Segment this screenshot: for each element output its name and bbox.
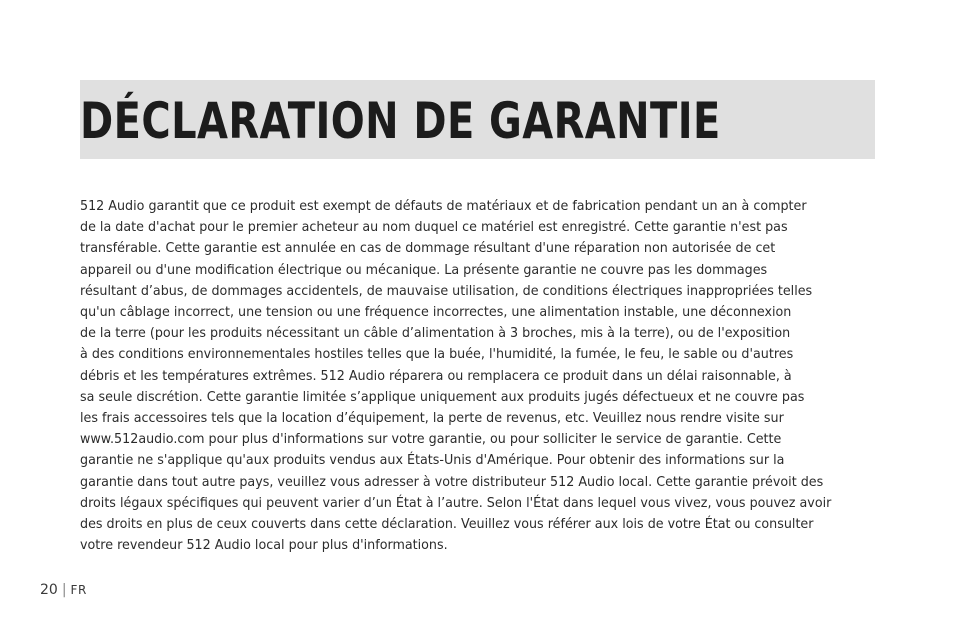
body-line: des droits en plus de ceux couverts dans cette déclaration. Veuillez vous référer aux lois de votre État ou consulter	[80, 516, 814, 533]
footer-separator: |	[61, 582, 67, 598]
page-footer	[40, 580, 87, 600]
body-line: garantie ne s'applique qu'aux produits vendus aux États-Unis d'Amérique. Pour obtenir des informations sur la	[80, 452, 785, 469]
body-line: droits légaux spécifiques qui peuvent varier d’un État à l’autre. Selon l'État dans lequel vous vivez, vous pouvez avoir	[80, 494, 832, 511]
body-line: de la terre (pour les produits nécessitant un câble d’alimentation à 3 broches, mis à la terre), ou de l'exposition	[80, 325, 791, 342]
body-line: à des conditions environnementales hostiles telles que la buée, l'humidité, la fumée, le feu, le sable ou d'autres	[80, 346, 794, 363]
body-line: résultant d’abus, de dommages accidentels, de mauvaise utilisation, de conditions électriques inappropriées telles	[80, 282, 813, 299]
page-number: 20	[40, 582, 58, 598]
language-code: FR	[70, 583, 87, 597]
body-line: garantie dans tout autre pays, veuillez vous adresser à votre distributeur 512 Audio local. Cette garantie prévoit des	[80, 473, 824, 490]
body-line: les frais accessoires tels que la location d’équipement, la perte de revenus, etc. Veuillez nous rendre visite sur	[80, 410, 784, 427]
body-line: votre revendeur 512 Audio local pour plus d'informations.	[80, 537, 448, 554]
body-line: de la date d'achat pour le premier acheteur au nom duquel ce matériel est enregistré. Cette garantie n'est pas	[80, 219, 788, 236]
body-line: transférable. Cette garantie est annulée en cas de dommage résultant d'une réparation non autorisée de cet	[80, 240, 776, 257]
page-title: DÉCLARATION DE GARANTIE	[80, 92, 721, 150]
title-band	[80, 80, 875, 159]
body-line: www.512audio.com pour plus d'informations sur votre garantie, ou pour solliciter le service de garantie. Cette	[80, 431, 782, 448]
body-line: 512 Audio garantit que ce produit est exempt de défauts de matériaux et de fabrication pendant un an à compter	[80, 198, 807, 214]
body-line: sa seule discrétion. Cette garantie limitée s’applique uniquement aux produits jugés défectueux et ne couvre pas	[80, 388, 805, 405]
warranty-body	[80, 196, 880, 556]
body-line: débris et les températures extrêmes. 512 Audio réparera ou remplacera ce produit dans un délai raisonnable, à	[80, 367, 792, 384]
body-line: appareil ou d'une modification électrique ou mécanique. La présente garantie ne couvre pas les dommages	[80, 261, 768, 278]
body-line: qu'un câblage incorrect, une tension ou une fréquence incorrectes, une alimentation instable, une déconnexion	[80, 304, 792, 321]
